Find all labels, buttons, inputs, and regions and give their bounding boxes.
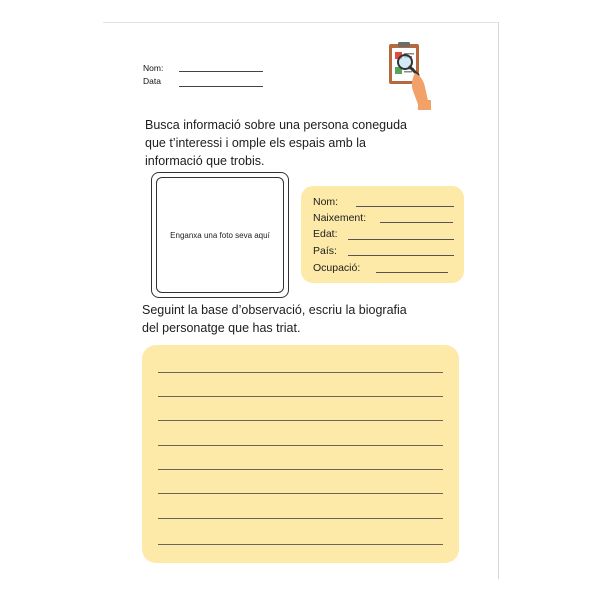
writing-line[interactable] — [158, 518, 443, 519]
writing-line[interactable] — [158, 420, 443, 421]
date-label: Data — [143, 76, 161, 86]
writing-line[interactable] — [158, 469, 443, 470]
info-field-birth[interactable] — [380, 222, 453, 223]
writing-line[interactable] — [158, 372, 443, 373]
writing-line[interactable] — [158, 396, 443, 397]
info-field-age[interactable] — [348, 239, 454, 240]
info-label-birth: Naixement: — [313, 212, 367, 224]
info-card — [301, 186, 464, 283]
instruction-text-1 — [145, 116, 407, 170]
date-field-line[interactable] — [179, 86, 263, 87]
name-field-line[interactable] — [179, 71, 263, 72]
name-label: Nom: — [143, 63, 164, 73]
instruction-line: del personatge que has triat. — [142, 321, 301, 335]
instruction-line: informació que trobis. — [145, 154, 265, 168]
instruction-line: Seguint la base d’observació, escriu la biografia — [142, 303, 407, 317]
info-label-country: País: — [313, 245, 337, 257]
biography-writing-area[interactable] — [142, 345, 459, 563]
info-label-occupation: Ocupació: — [313, 262, 361, 274]
info-label-name: Nom: — [313, 196, 339, 208]
info-label-age: Edat: — [313, 228, 338, 240]
clipboard-magnifier-icon — [385, 40, 435, 112]
writing-line[interactable] — [158, 445, 443, 446]
writing-line[interactable] — [158, 493, 443, 494]
instruction-line: que t’interessi i omple els espais amb la — [145, 136, 366, 150]
info-field-occupation[interactable] — [376, 272, 448, 273]
info-field-country[interactable] — [348, 255, 454, 256]
writing-line[interactable] — [158, 544, 443, 545]
info-field-name[interactable] — [356, 206, 454, 207]
instruction-line: Busca informació sobre una persona coneguda — [145, 118, 407, 132]
instruction-text-2 — [142, 301, 407, 337]
photo-placeholder-text: Enganxa una foto seva aquí — [170, 230, 270, 240]
photo-placeholder[interactable] — [156, 177, 284, 293]
